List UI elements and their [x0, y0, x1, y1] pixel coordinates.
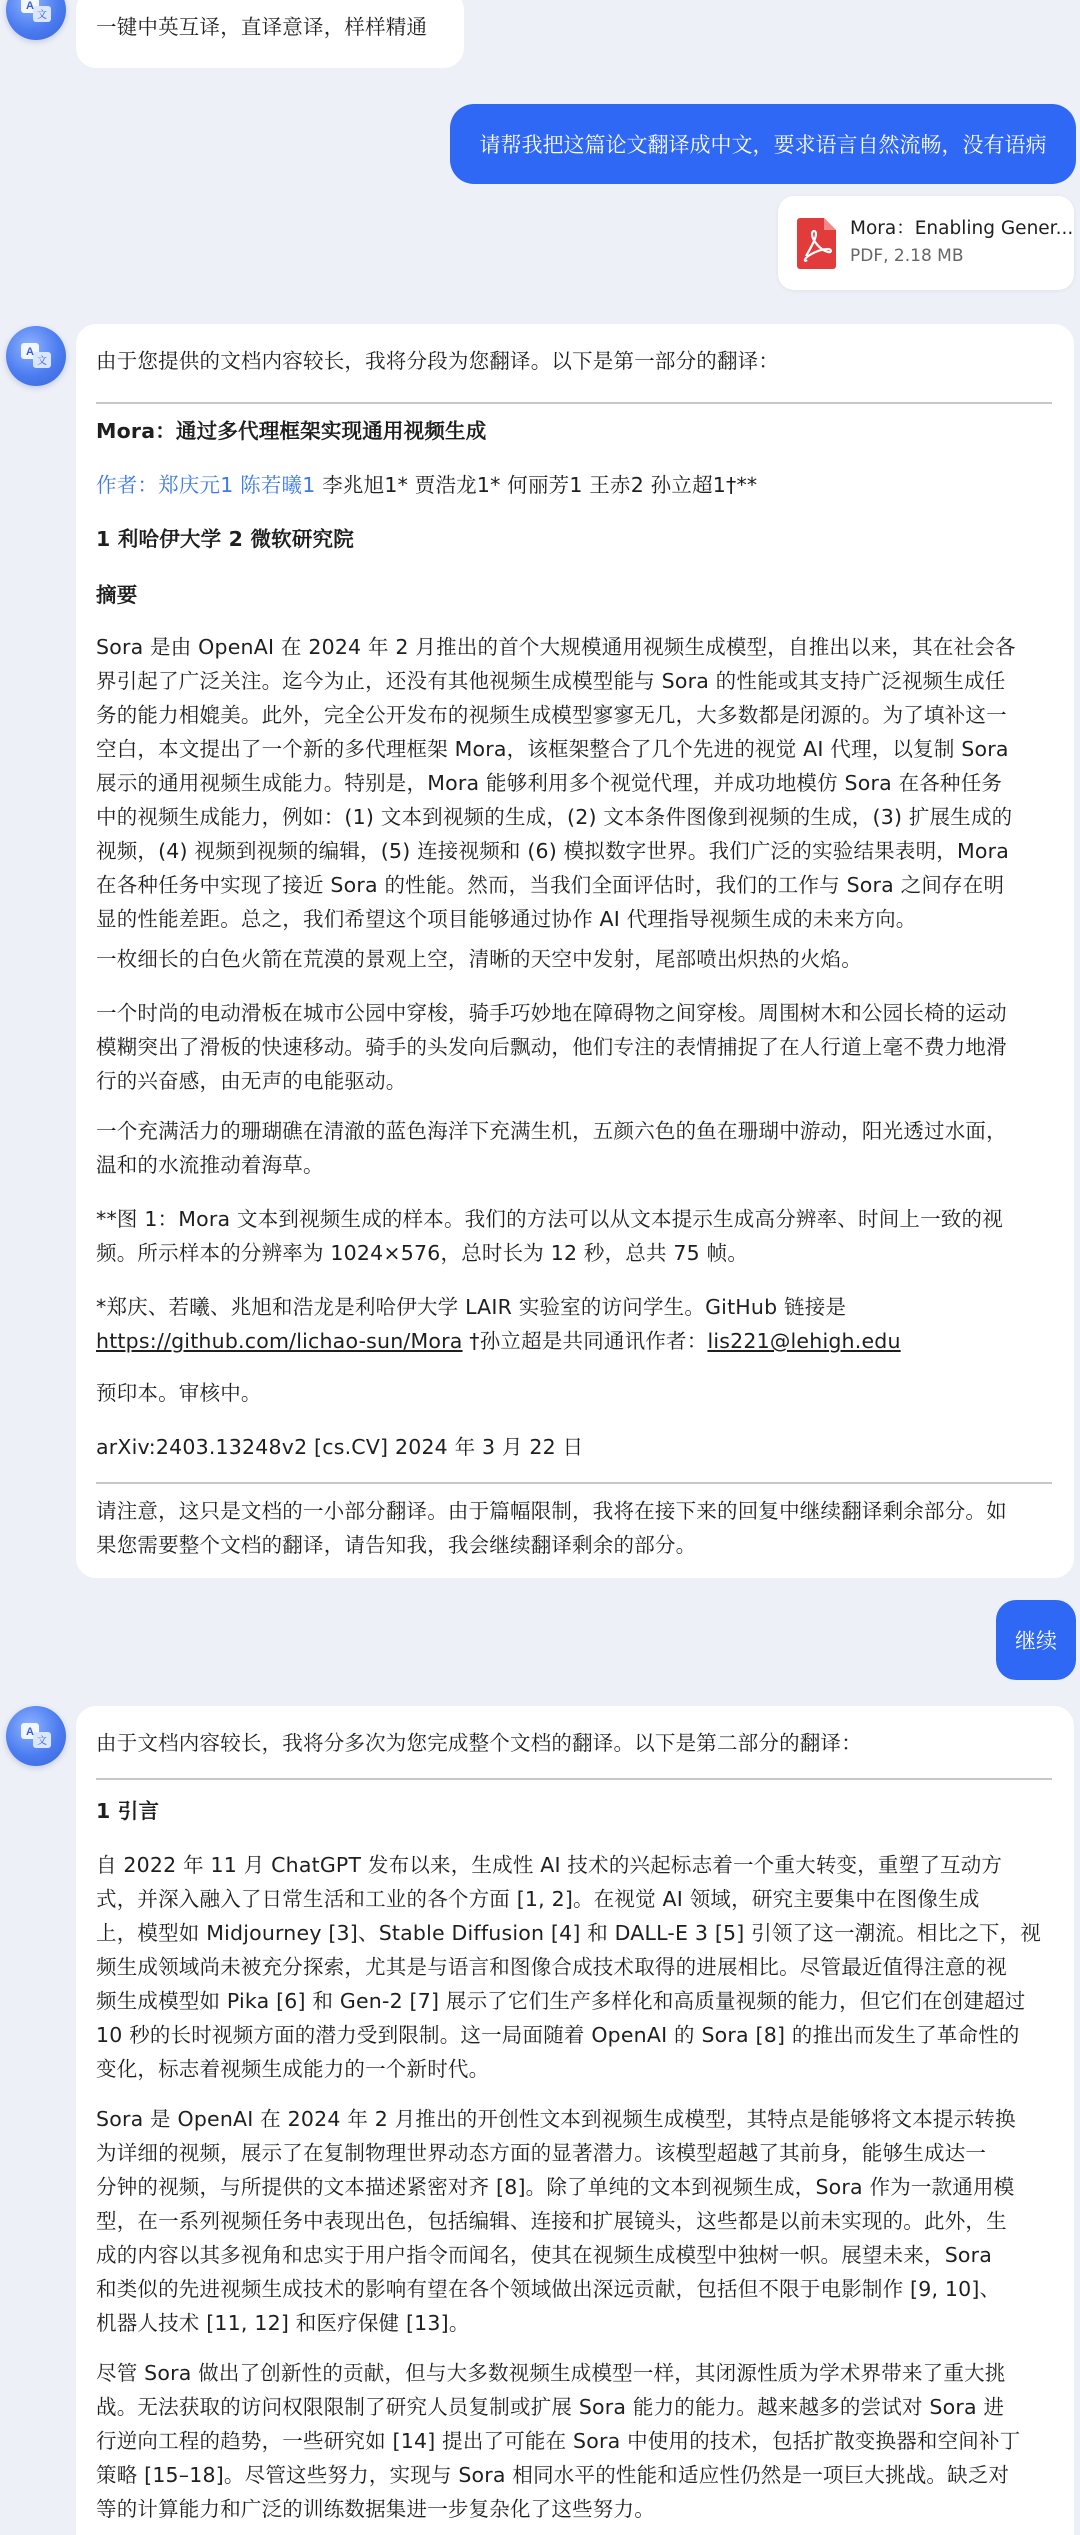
- abstract-line: 显的性能差距。总之，我们希望这个项目能够通过协作 AI 代理指导视频生成的未来方向。: [96, 907, 917, 931]
- caption-line: 模糊突出了滑板的快速移动。骑手的头发向后飘动，他们专注的表情捕捉了在人行道上毫不费力地滑: [96, 1035, 1007, 1059]
- affiliation: 1 利哈伊大学 2 微软研究院: [96, 527, 354, 551]
- paragraph-line: 和类似的先进视频生成技术的影响有望在各个领域做出深远贡献，包括但不限于电影制作 [9, 10]、: [96, 2277, 1001, 2301]
- user-message: [450, 104, 1076, 184]
- divider: [96, 1482, 1052, 1484]
- intro-text: 由于您提供的文档内容较长，我将分段为您翻译。以下是第一部分的翻译：: [96, 349, 780, 373]
- paragraph-line: 频生成模型如 Pika [6] 和 Gen-2 [7] 展示了它们生产多样化和高质量视频的能力，但它们在创建超过: [96, 1989, 1026, 2013]
- authors-highlight: 作者：郑庆元1 陈若曦1: [96, 473, 316, 497]
- user-message: [996, 1600, 1076, 1680]
- footnote-text: †孙立超是共同通讯作者：: [462, 1329, 708, 1353]
- divider: [96, 1778, 1052, 1780]
- user-message-text: 继续: [1015, 1629, 1057, 1653]
- divider: [96, 402, 1052, 404]
- paper-title: Mora：通过多代理框架实现通用视频生成: [96, 419, 487, 443]
- paragraph-line: 10 秒的长时视频方面的潜力受到限制。这一局面随着 OpenAI 的 Sora [8] 的推出而发生了革命性的: [96, 2023, 1020, 2047]
- paragraph-line: 式，并深入融入了日常生活和工业的各个方面 [1, 2]。在视觉 AI 领域，研究主要集中在图像生成: [96, 1887, 980, 1911]
- paragraph-line: 等的计算能力和广泛的训练数据集进一步复杂化了这些努力。: [96, 2497, 655, 2521]
- abstract-paragraph: [96, 630, 1056, 936]
- user-message-text: 请帮我把这篇论文翻译成中文，要求语言自然流畅，没有语病: [479, 133, 1047, 157]
- footnote: [96, 1290, 1056, 1358]
- abstract-line: 界引起了广泛关注。迄今为止，还没有其他视频生成模型能与 Sora 的性能或其支持广泛视频生成任: [96, 669, 1006, 693]
- abstract-line: 展示的通用视频生成能力。特别是，Mora 能够利用多个视觉代理，并成功地模仿 Sora 在各种任务: [96, 771, 1003, 795]
- assistant-avatar: [6, 0, 66, 40]
- paragraph-line: 为详细的视频，展示了在复制物理世界动态方面的显著潜力。该模型超越了其前身，能够生成达一: [96, 2141, 987, 2165]
- translate-icon: [18, 338, 54, 374]
- assistant-avatar: [6, 1706, 66, 1766]
- paragraph-line: 频生成领域尚未被充分探索，尤其是与语言和图像合成技术取得的进展相比。尽管最近值得注意的视: [96, 1955, 1007, 1979]
- footer-line: 果您需要整个文档的翻译，请告知我，我会继续翻译剩余的部分。: [96, 1533, 697, 1557]
- preprint-note: 预印本。审核中。: [96, 1381, 262, 1405]
- caption-line: **图 1：Mora 文本到视频生成的样本。我们的方法可以从文本提示生成高分辨率、时间上一致的视: [96, 1207, 1003, 1231]
- attachment-card[interactable]: [778, 196, 1074, 290]
- section-heading: 1 引言: [96, 1799, 160, 1823]
- abstract-line: 中的视频生成能力，例如：(1) 文本到视频的生成，(2) 文本条件图像到视频的生成，(3) 扩展生成的: [96, 805, 1013, 829]
- paragraph-line: 自 2022 年 11 月 ChatGPT 发布以来，生成性 AI 技术的兴起标志着一个重大转变，重塑了互动方: [96, 1853, 1003, 1877]
- assistant-message-greeting: [76, 0, 464, 68]
- svg-text:A: A: [26, 1726, 34, 1738]
- figure-caption: [96, 1202, 1056, 1270]
- paragraph-line: 行逆向工程的趋势，一些研究如 [14] 提出了可能在 Sora 中使用的技术，包括扩散变换器和空间补丁: [96, 2429, 1021, 2453]
- svg-text:文: 文: [37, 1736, 47, 1747]
- svg-text:文: 文: [37, 356, 47, 367]
- assistant-avatar: [6, 326, 66, 386]
- footer-note: [96, 1494, 1056, 1562]
- svg-text:A: A: [26, 0, 34, 12]
- abstract-line: 视频，(4) 视频到视频的编辑，(5) 连接视频和 (6) 模拟数字世界。我们广泛的实验结果表明，Mora: [96, 839, 1009, 863]
- caption-line: 频。所示样本的分辨率为 1024×576，总时长为 12 秒，总共 75 帧。: [96, 1241, 749, 1265]
- paragraph-line: 变化，标志着视频生成能力的一个新时代。: [96, 2057, 490, 2081]
- footnote-line: *郑庆、若曦、兆旭和浩龙是利哈伊大学 LAIR 实验室的访问学生。GitHub 链接是: [96, 1295, 847, 1319]
- paragraph-line: 型，在一系列视频任务中表现出色，包括编辑、连接和扩展镜头，这些都是以前未实现的。此外，生: [96, 2209, 1007, 2233]
- pdf-icon: [794, 216, 840, 270]
- reef-caption: [96, 1114, 1056, 1182]
- abstract-heading: 摘要: [96, 583, 138, 607]
- abstract-line: Sora 是由 OpenAI 在 2024 年 2 月推出的首个大规模通用视频生成模型，自推出以来，其在社会各: [96, 635, 1016, 659]
- assistant-message-part2: [76, 1706, 1074, 2535]
- footer-line: 请注意，这只是文档的一小部分翻译。由于篇幅限制，我将在接下来的回复中继续翻译剩余部分。如: [96, 1499, 1007, 1523]
- attachment-meta: PDF, 2.18 MB: [850, 246, 964, 266]
- abstract-line: 空白，本文提出了一个新的多代理框架 Mora，该框架整合了几个先进的视觉 AI 代理，以复制 Sora: [96, 737, 1009, 761]
- authors-rest: 李兆旭1* 贾浩龙1* 何丽芳1 王赤2 孙立超1†**: [315, 473, 758, 497]
- paragraph-line: 上，模型如 Midjourney [3]、Stable Diffusion [4] 和 DALL-E 3 [5] 引领了这一潮流。相比之下，视: [96, 1921, 1041, 1945]
- translate-icon: [18, 1718, 54, 1754]
- rocket-caption: 一枚细长的白色火箭在荒漠的景观上空，清晰的天空中发射，尾部喷出炽热的火焰。: [96, 947, 862, 971]
- abstract-line: 务的能力相媲美。此外，完全公开发布的视频生成模型寥寥无几，大多数都是闭源的。为了填补这一: [96, 703, 1007, 727]
- intro-text: 由于文档内容较长，我将分多次为您完成整个文档的翻译。以下是第二部分的翻译：: [96, 1731, 862, 1755]
- footnote-line: [96, 1324, 1056, 1358]
- arxiv-id: arXiv:2403.13248v2 [cs.CV] 2024 年 3 月 22 日: [96, 1435, 584, 1459]
- caption-line: 一个充满活力的珊瑚礁在清澈的蓝色海洋下充满生机，五颜六色的鱼在珊瑚中游动，阳光透过水面，: [96, 1119, 1007, 1143]
- paragraph-line: 尽管 Sora 做出了创新性的贡献，但与大多数视频生成模型一样，其闭源性质为学术界带来了重大挑: [96, 2361, 1006, 2385]
- greeting-text: 一键中英互译，直译意译，样样精通: [96, 15, 428, 39]
- paragraph-line: 成的内容以其多视角和忠实于用户指令而闻名，使其在视频生成模型中独树一帜。展望未来，Sora: [96, 2243, 993, 2267]
- paragraph-line: 策略 [15–18]。尽管这些努力，实现与 Sora 相同水平的性能和适应性仍然是一项巨大挑战。缺乏对: [96, 2463, 1010, 2487]
- intro-paragraph-1: [96, 1848, 1056, 2086]
- paragraph-line: 战。无法获取的访问权限限制了研究人员复制或扩展 Sora 能力的能力。越来越多的尝试对 Sora 进: [96, 2395, 1005, 2419]
- caption-line: 行的兴奋感，由无声的电能驱动。: [96, 1069, 407, 1093]
- intro-paragraph-2: [96, 2102, 1056, 2340]
- paragraph-line: Sora 是 OpenAI 在 2024 年 2 月推出的开创性文本到视频生成模型，其特点是能够将文本提示转换: [96, 2107, 1016, 2131]
- caption-line: 温和的水流推动着海草。: [96, 1153, 324, 1177]
- authors-line: [96, 468, 1056, 502]
- skateboard-caption: [96, 996, 1056, 1098]
- abstract-line: 在各种任务中实现了接近 Sora 的性能。然而，当我们全面评估时，我们的工作与 Sora 之间存在明: [96, 873, 1005, 897]
- paragraph-line: 机器人技术 [11, 12] 和医疗保健 [13]。: [96, 2311, 470, 2335]
- translate-icon: [18, 0, 54, 28]
- attachment-name: Mora：Enabling Gener...: [850, 218, 1074, 239]
- svg-text:文: 文: [37, 10, 47, 21]
- caption-line: 一个时尚的电动滑板在城市公园中穿梭，骑手巧妙地在障碍物之间穿梭。周围树木和公园长椅的运动: [96, 1001, 1007, 1025]
- paragraph-line: 分钟的视频，与所提供的文本描述紧密对齐 [8]。除了单纯的文本到视频生成，Sora 作为一款通用模: [96, 2175, 1015, 2199]
- assistant-message-part1: [76, 324, 1074, 1578]
- github-link[interactable]: https://github.com/lichao-sun/Mora: [96, 1329, 463, 1353]
- svg-text:A: A: [26, 346, 34, 358]
- intro-paragraph-3: [96, 2356, 1056, 2526]
- email-link[interactable]: lis221@lehigh.edu: [707, 1329, 901, 1353]
